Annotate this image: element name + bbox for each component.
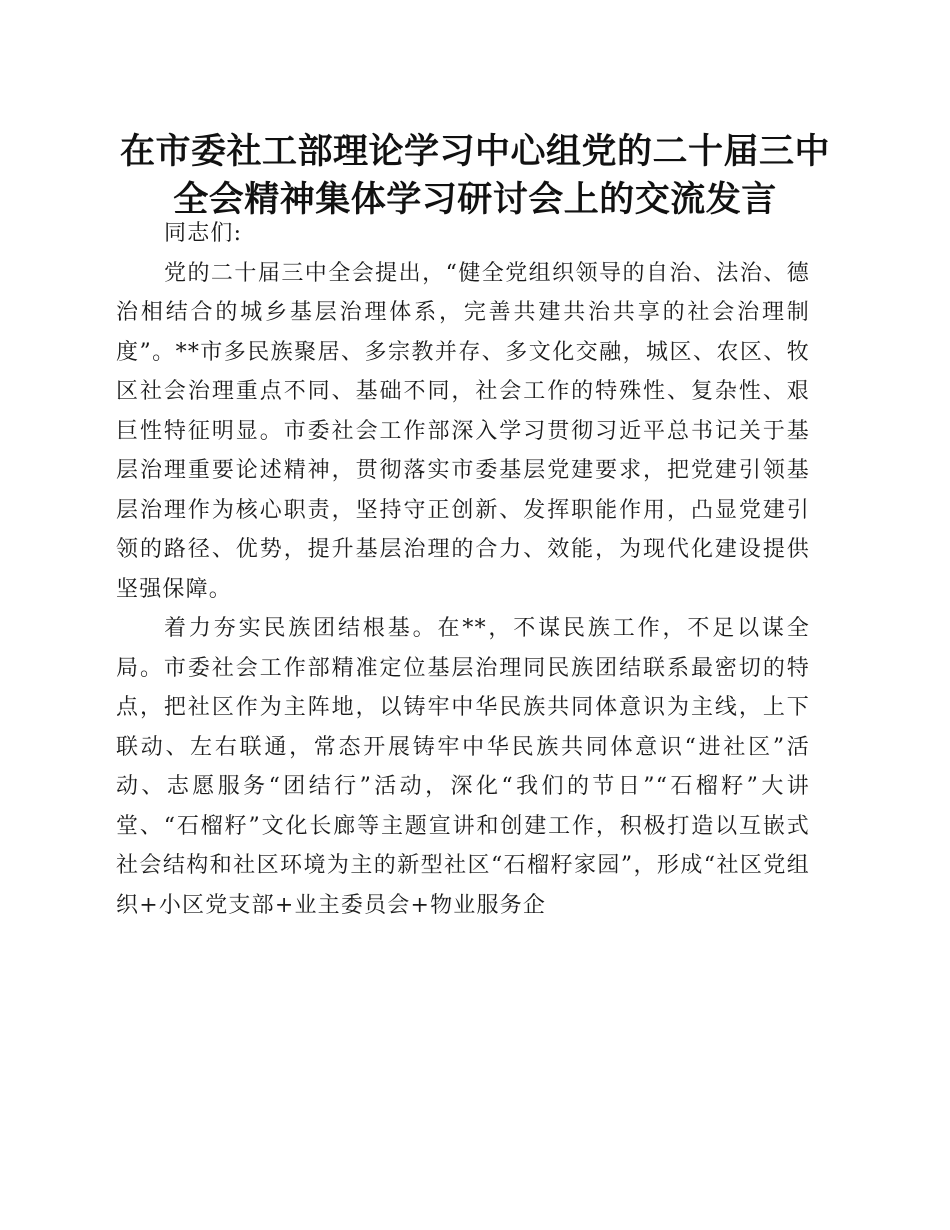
document-title-line-2: 全会精神集体学习研讨会上的交流发言 (173, 179, 777, 220)
salutation: 同志们: (164, 221, 243, 246)
document-title (110, 128, 840, 224)
paragraph-2: 着力夯实民族团结根基。在**，不谋民族工作，不足以谋全局。市委社会工作部精准定位基层治理同民族团结联系最密切的特点，把社区作为主阵地，以铸牢中华民族共同体意识为主线，上下联动、左右联通，常态开展铸牢中华民族共同体意识“进社区”活动、志愿服务“团结行”活动，深化“我们的节日”“石榴籽”大讲堂、“石榴籽”文化长廊等主题宣讲和创建工作，积极打造以互嵌式社会结构和社区环境为主的新型社区“石榴籽家园”，形成“社区党组织+小区党支部+业主委员会+物业服务企 (116, 616, 810, 918)
document-body (116, 214, 810, 925)
paragraph-1: 党的二十届三中全会提出，“健全党组织领导的自治、法治、德治相结合的城乡基层治理体系，完善共建共治共享的社会治理制度”。**市多民族聚居、多宗教并存、多文化交融，城区、农区、牧区社会治理重点不同、基础不同，社会工作的特殊性、复杂性、艰巨性特征明显。市委社会工作部深入学习贯彻习近平总书记关于基层治理重要论述精神，贯彻落实市委基层党建要求，把党建引领基层治理作为核心职责，坚持守正创新、发挥职能作用，凸显党建引领的路径、优势，提升基层治理的合力、效能，为现代化建设提供坚强保障。 (116, 260, 810, 602)
document-title-line-1: 在市委社工部理论学习中心组党的二十届三中 (119, 131, 830, 172)
